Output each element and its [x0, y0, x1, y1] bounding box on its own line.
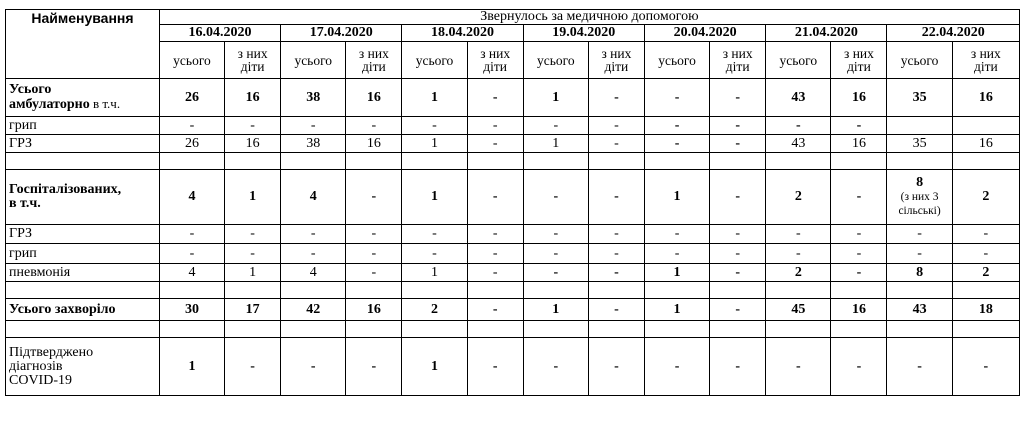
cell: 35 [887, 79, 952, 117]
cell: - [588, 225, 644, 244]
cell: - [831, 225, 887, 244]
cell: 1 [644, 264, 709, 282]
cell [952, 117, 1019, 135]
cell: - [887, 338, 952, 396]
row-label-ambulatory: Усього амбулаторно в т.ч. [6, 79, 160, 117]
cell: - [225, 225, 281, 244]
cell: 2 [766, 170, 831, 225]
cell: 16 [346, 135, 402, 153]
cell: - [644, 117, 709, 135]
cell: - [588, 135, 644, 153]
cell: - [644, 225, 709, 244]
cell: - [588, 79, 644, 117]
cell: 1 [402, 264, 467, 282]
cell: 2 [766, 264, 831, 282]
cell: - [346, 117, 402, 135]
cell: - [225, 338, 281, 396]
cell: - [588, 117, 644, 135]
cell: 1 [402, 79, 467, 117]
cell: - [831, 338, 887, 396]
row-label-total-sick: Усього захворіло [6, 299, 160, 321]
cell: - [281, 117, 346, 135]
cell: - [159, 117, 224, 135]
cell: - [710, 338, 766, 396]
cell: - [644, 79, 709, 117]
cell: - [710, 79, 766, 117]
cell: - [346, 244, 402, 264]
cell: - [952, 244, 1019, 264]
cell: 16 [831, 79, 887, 117]
header-group-title: Звернулось за медичною допомогою [159, 10, 1019, 25]
cell: - [887, 225, 952, 244]
cell: - [710, 170, 766, 225]
cell: 1 [523, 79, 588, 117]
cell: 38 [281, 79, 346, 117]
subheader-children: з них діти [710, 42, 766, 79]
cell: - [588, 299, 644, 321]
cell: 35 [887, 135, 952, 153]
cell: - [766, 244, 831, 264]
subheader-children: з них діти [225, 42, 281, 79]
cell: - [159, 225, 224, 244]
row-label-hospitalized: Госпіталізованих, в т.ч. [6, 170, 160, 225]
row-flu [6, 117, 1020, 135]
cell [887, 117, 952, 135]
subheader-children: з них діти [831, 42, 887, 79]
row-label-grz: ГРЗ [6, 135, 160, 153]
cell: 16 [952, 135, 1019, 153]
cell: 42 [281, 299, 346, 321]
cell: - [467, 135, 523, 153]
cell: - [644, 338, 709, 396]
subheader-children: з них діти [467, 42, 523, 79]
subheader-children: з них діти [588, 42, 644, 79]
row-grz [6, 135, 1020, 153]
cell: - [402, 117, 467, 135]
row-pneumonia [6, 264, 1020, 282]
cell: - [281, 244, 346, 264]
cell: 26 [159, 135, 224, 153]
cell: - [467, 244, 523, 264]
cell: 1 [644, 170, 709, 225]
cell: 43 [887, 299, 952, 321]
cell: - [523, 117, 588, 135]
cell: - [523, 338, 588, 396]
cell: 16 [952, 79, 1019, 117]
spacer-row [6, 282, 1020, 299]
row-hospitalized [6, 170, 1020, 225]
cell: 43 [766, 79, 831, 117]
row-label-covid: Підтверджено діагнозів COVID-19 [6, 338, 160, 396]
cell: 1 [402, 338, 467, 396]
cell: - [523, 264, 588, 282]
cell: - [346, 264, 402, 282]
subheader-total: усього [887, 42, 952, 79]
row-grz [6, 225, 1020, 244]
cell: - [588, 244, 644, 264]
cell: 16 [346, 79, 402, 117]
cell: - [887, 244, 952, 264]
cell: - [467, 79, 523, 117]
cell: - [644, 135, 709, 153]
cell: 4 [281, 264, 346, 282]
cell: 16 [225, 135, 281, 153]
cell: - [467, 264, 523, 282]
cell: - [523, 170, 588, 225]
cell: - [831, 264, 887, 282]
date-header: 17.04.2020 [281, 25, 402, 42]
cell: - [831, 170, 887, 225]
cell: 1 [644, 299, 709, 321]
cell: 8 [887, 264, 952, 282]
row-label-flu: грип [6, 244, 160, 264]
cell: - [467, 170, 523, 225]
cell: - [225, 117, 281, 135]
cell: - [644, 244, 709, 264]
cell: - [766, 117, 831, 135]
cell: 1 [225, 264, 281, 282]
row-total-sick [6, 299, 1020, 321]
cell: - [281, 225, 346, 244]
cell: - [588, 170, 644, 225]
cell: 1 [225, 170, 281, 225]
row-label-flu: грип [6, 117, 160, 135]
cell: - [467, 338, 523, 396]
cell: - [523, 225, 588, 244]
subheader-total: усього [766, 42, 831, 79]
cell: 1 [159, 338, 224, 396]
cell: 2 [952, 264, 1019, 282]
cell: 43 [766, 135, 831, 153]
cell: 1 [402, 135, 467, 153]
cell: 1 [523, 135, 588, 153]
cell: 1 [402, 170, 467, 225]
cell: 2 [952, 170, 1019, 225]
cell: - [467, 299, 523, 321]
subheader-total: усього [644, 42, 709, 79]
cell: - [710, 135, 766, 153]
cell: - [346, 225, 402, 244]
cell: - [710, 244, 766, 264]
row-flu [6, 244, 1020, 264]
cell: 2 [402, 299, 467, 321]
row-label-grz: ГРЗ [6, 225, 160, 244]
cell: - [346, 338, 402, 396]
date-header: 19.04.2020 [523, 25, 644, 42]
date-header: 18.04.2020 [402, 25, 523, 42]
subheader-total: усього [159, 42, 224, 79]
cell: - [952, 338, 1019, 396]
cell: - [766, 225, 831, 244]
cell: - [346, 170, 402, 225]
cell: - [281, 338, 346, 396]
date-header: 20.04.2020 [644, 25, 765, 42]
date-header: 21.04.2020 [766, 25, 887, 42]
cell: - [710, 299, 766, 321]
cell: 30 [159, 299, 224, 321]
statistics-table [5, 9, 1020, 396]
date-header: 16.04.2020 [159, 25, 280, 42]
cell: 38 [281, 135, 346, 153]
cell: 18 [952, 299, 1019, 321]
cell: - [225, 244, 281, 264]
subheader-total: усього [402, 42, 467, 79]
cell: - [402, 244, 467, 264]
spacer-row [6, 153, 1020, 170]
row-ambulatory [6, 79, 1020, 117]
subheader-children: з них діти [346, 42, 402, 79]
subheader-total: усього [523, 42, 588, 79]
spacer-row [6, 321, 1020, 338]
cell: - [523, 244, 588, 264]
cell: 4 [281, 170, 346, 225]
cell: - [952, 225, 1019, 244]
cell: 45 [766, 299, 831, 321]
cell: - [467, 117, 523, 135]
cell-hospitalized-22-total: 8 (з них 3 сільські) [887, 170, 952, 225]
cell: - [766, 338, 831, 396]
header-name-column: Найменування [6, 10, 160, 79]
cell: - [710, 264, 766, 282]
cell: - [831, 244, 887, 264]
cell: 16 [225, 79, 281, 117]
cell: - [588, 264, 644, 282]
cell: - [159, 244, 224, 264]
cell: 26 [159, 79, 224, 117]
subheader-total: усього [281, 42, 346, 79]
cell: 16 [831, 135, 887, 153]
cell: - [710, 117, 766, 135]
cell: - [402, 225, 467, 244]
cell: 4 [159, 264, 224, 282]
cell: - [831, 117, 887, 135]
cell: 16 [831, 299, 887, 321]
cell: - [467, 225, 523, 244]
cell: - [710, 225, 766, 244]
cell: 16 [346, 299, 402, 321]
cell: 4 [159, 170, 224, 225]
cell: - [588, 338, 644, 396]
cell: 17 [225, 299, 281, 321]
date-header: 22.04.2020 [887, 25, 1020, 42]
subheader-children: з них діти [952, 42, 1019, 79]
row-covid [6, 338, 1020, 396]
cell: 1 [523, 299, 588, 321]
row-label-pneumonia: пневмонія [6, 264, 160, 282]
